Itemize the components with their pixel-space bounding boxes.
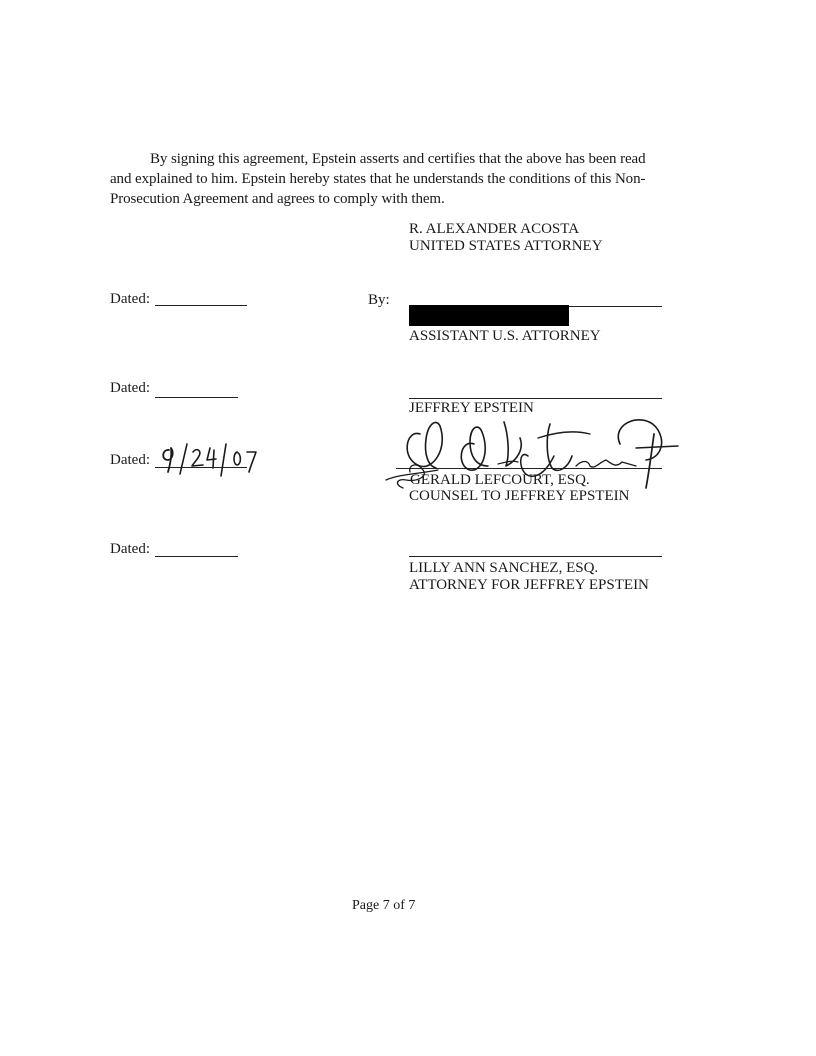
dated-label-epstein: Dated: xyxy=(110,380,150,396)
signature-line-epstein xyxy=(409,398,662,399)
lefcourt-name: GERALD LEFCOURT, ESQ. xyxy=(410,472,590,488)
us-attorney-name: R. ALEXANDER ACOSTA xyxy=(409,221,580,237)
date-line-assistant xyxy=(155,305,247,306)
signature-line-sanchez xyxy=(409,556,662,557)
sanchez-name: LILLY ANN SANCHEZ, ESQ. xyxy=(409,560,599,576)
handwritten-date xyxy=(155,438,265,478)
certification-paragraph xyxy=(110,149,670,209)
paragraph-line-2: and explained to him. Epstein hereby states that he understands the conditions of this Non- xyxy=(110,171,646,187)
dated-label-assistant: Dated: xyxy=(110,291,150,307)
dated-label-lefcourt: Dated: xyxy=(110,452,150,468)
date-line-epstein xyxy=(155,397,238,398)
by-label: By: xyxy=(368,292,390,308)
epstein-name: JEFFREY EPSTEIN xyxy=(409,400,534,416)
lefcourt-title: COUNSEL TO JEFFREY EPSTEIN xyxy=(409,488,630,504)
redaction-box xyxy=(409,305,569,326)
dated-label-sanchez: Dated: xyxy=(110,541,150,557)
assistant-title: ASSISTANT U.S. ATTORNEY xyxy=(409,328,601,344)
date-line-sanchez xyxy=(155,556,238,557)
sanchez-title: ATTORNEY FOR JEFFREY EPSTEIN xyxy=(409,577,649,593)
paragraph-line-1: By signing this agreement, Epstein asserts and certifies that the above has been read xyxy=(150,151,646,167)
page-number: Page 7 of 7 xyxy=(352,898,416,913)
paragraph-line-3: Prosecution Agreement and agrees to comply with them. xyxy=(110,191,445,207)
us-attorney-title: UNITED STATES ATTORNEY xyxy=(409,238,603,254)
